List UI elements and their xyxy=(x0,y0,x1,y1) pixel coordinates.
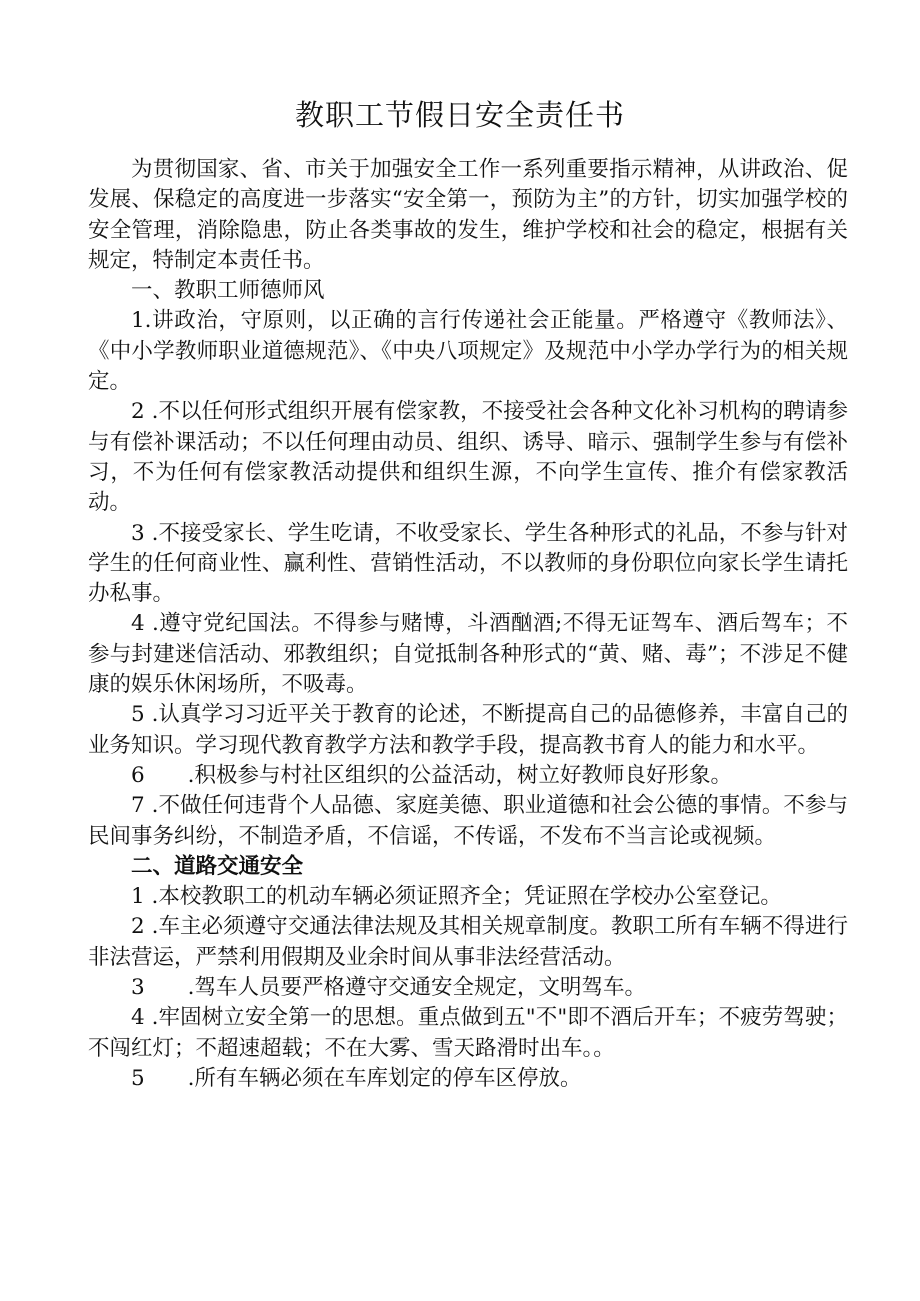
document-body xyxy=(88,155,848,1094)
section-heading-traffic-safety: 二、道路交通安全 xyxy=(131,853,304,879)
ethics-item-1: 1.讲政治，守原则，以正确的言行传递社会正能量。严格遵守《教师法》、《中小学教师职业道德规范》、《中央八项规定》及规范中小学办学行为的相关规定。 xyxy=(88,308,848,395)
ethics-item-4: 4 .遵守党纪国法。不得参与赌博，斗酒酗酒;不得无证驾车、酒后驾车；不参与封建迷信活动、邪教组织；自觉抵制各种形式的“黄、赌、毒”；不涉足不健康的娱乐休闲场所，不吸毒。 xyxy=(88,611,848,698)
traffic-item-5: 5 .所有车辆必须在车库划定的停车区停放。 xyxy=(131,1065,582,1091)
traffic-item-3: 3 .驾车人员要严格遵守交通安全规定，文明驾车。 xyxy=(131,975,647,1001)
ethics-item-5: 5 .认真学习习近平关于教育的论述，不断提高自己的品德修养，丰富自己的业务知识。学习现代教育教学方法和教学手段，提高教书育人的能力和水平。 xyxy=(88,702,848,758)
ethics-item-6: 6 .积极参与村社区组织的公益活动，树立好教师良好形象。 xyxy=(131,762,733,788)
section-heading-teacher-ethics: 一、教职工师德师风 xyxy=(131,278,325,304)
traffic-item-1: 1 .本校教职工的机动车辆必须证照齐全；凭证照在学校办公室登记。 xyxy=(131,884,782,910)
ethics-item-7: 7 .不做任何违背个人品德、家庭美德、职业道德和社会公德的事情。不参与民间事务纠纷，不制造矛盾，不信谣，不传谣，不发布不当言论或视频。 xyxy=(88,793,848,849)
intro-paragraph: 为贯彻国家、省、市关于加强安全工作一系列重要指示精神，从讲政治、促发展、保稳定的高度进一步落实“安全第一，预防为主”的方针，切实加强学校的安全管理，消除隐患，防止各类事故的发生，维护学校和社会的稳定，根据有关规定，特制定本责任书。 xyxy=(88,157,848,273)
traffic-item-2: 2 .车主必须遵守交通法律法规及其相关规章制度。教职工所有车辆不得进行非法营运，严禁利用假期及业余时间从事非法经营活动。 xyxy=(88,914,848,970)
document-title: 教职工节假日安全责任书 xyxy=(294,98,625,132)
traffic-item-4: 4 .牢固树立安全第一的思想。重点做到五"不"即不酒后开车；不疲劳驾驶；不闯红灯；不超速超载；不在大雾、雪天路滑时出车。。 xyxy=(88,1005,848,1061)
ethics-item-3: 3 .不接受家长、学生吃请，不收受家长、学生各种形式的礼品，不参与针对学生的任何商业性、赢利性、营销性活动，不以教师的身份职位向家长学生请托办私事。 xyxy=(88,520,848,607)
ethics-item-2: 2 .不以任何形式组织开展有偿家教，不接受社会各种文化补习机构的聘请参与有偿补课活动；不以任何理由动员、组织、诱导、暗示、强制学生参与有偿补习，不为任何有偿家教活动提供和组织生源，不向学生宣传、推介有偿家教活动。 xyxy=(88,399,848,516)
